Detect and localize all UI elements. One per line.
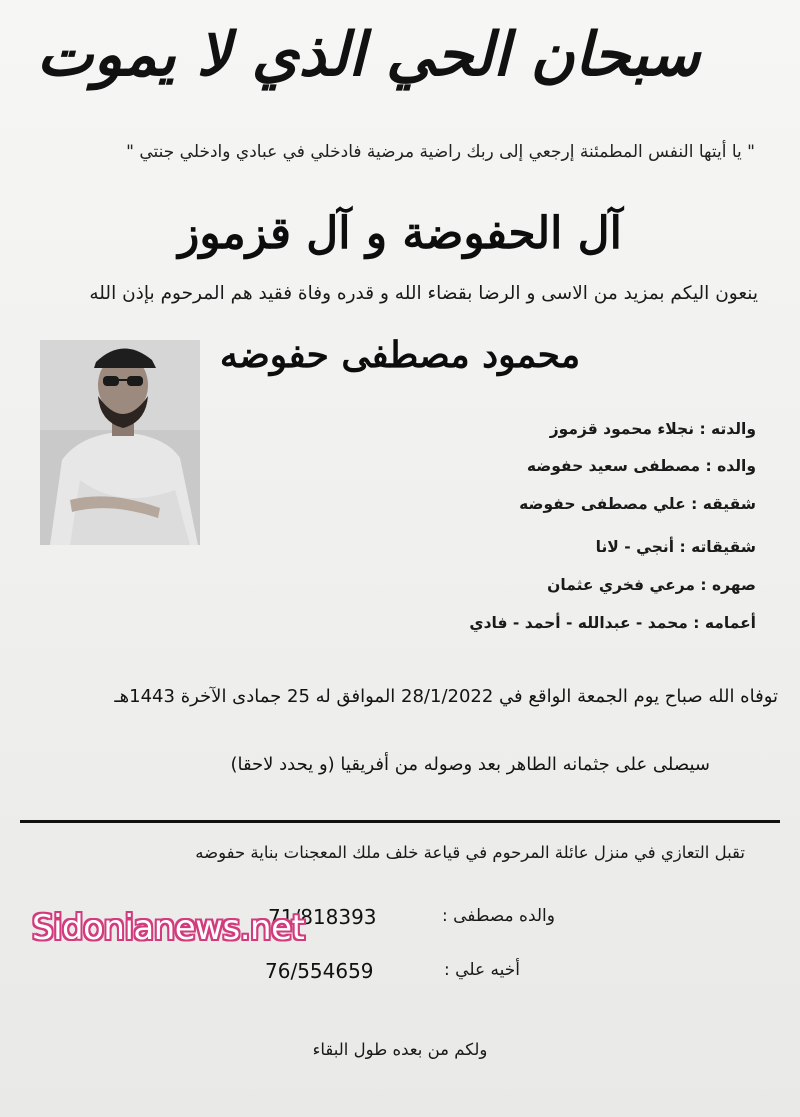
relative-label: والده :: [705, 457, 756, 475]
relative-row-father: [276, 457, 756, 475]
contact-number-brother: 76/554659: [265, 959, 374, 983]
death-notice: توفاه الله صباح يوم الجمعة الواقع في 28/1/2022 الموافق له 25 جمادى الآخرة 1443هـ: [114, 686, 778, 707]
relative-label: أعمامه :: [693, 614, 756, 632]
relative-value: مرعي فخري عثمان: [547, 576, 695, 594]
relative-row-brother: [276, 495, 756, 513]
relative-value: نجلاء محمود قزموز: [549, 420, 695, 438]
site-watermark: Sidonianews.net: [32, 908, 305, 948]
section-divider: [20, 820, 780, 823]
funeral-prayer-notice: سيصلى على جثمانه الطاهر بعد وصوله من أفريقيا (و يحدد لاحقا): [230, 754, 710, 775]
relative-label: شقيقه :: [691, 495, 756, 513]
quran-verse: " يا أيتها النفس المطمئنة إرجعي إلى ربك راضية مرضية فادخلي في عبادي وادخلي جنتي ": [126, 142, 755, 162]
relative-row-uncles: [276, 614, 756, 632]
relative-value: مصطفى سعيد حفوضه: [526, 457, 701, 475]
closing-phrase: ولكم من بعده طول البقاء: [312, 1040, 488, 1059]
relative-label: شقيقاته :: [679, 538, 756, 556]
announcement-text: ينعون اليكم بمزيد من الاسى و الرضا بقضاء الله و قدره وفاة فقيد هم المرحوم بإذن الله: [89, 283, 758, 304]
contact-label-brother: أخيه علي :: [444, 960, 520, 980]
relative-row-mother: [276, 420, 756, 438]
deceased-name: محمود مصطفى حفوضه: [219, 334, 581, 376]
header-calligraphy: سبحان الحي الذي لا يموت: [36, 20, 700, 90]
relative-row-brother-in-law: [276, 576, 756, 594]
portrait-illustration: [40, 340, 200, 545]
relative-value: أنجي - لانا: [595, 538, 675, 556]
relative-row-sisters: [276, 538, 756, 556]
relative-label: والدته :: [699, 420, 756, 438]
relative-label: صهره :: [700, 576, 756, 594]
relative-value: علي مصطفى حفوضه: [519, 495, 686, 513]
family-title: آل الحفوضة و آل قزموز: [178, 208, 622, 259]
contact-number-father: 71/818393: [268, 905, 377, 929]
condolences-notice: تقبل التعازي في منزل عائلة المرحوم في قياعة خلف ملك المعجنات بناية حفوضه: [195, 843, 745, 862]
deceased-photo: [40, 340, 200, 545]
contact-label-father: والده مصطفى :: [441, 906, 555, 926]
relative-value: محمد - عبدالله - أحمد - فادي: [469, 614, 688, 632]
